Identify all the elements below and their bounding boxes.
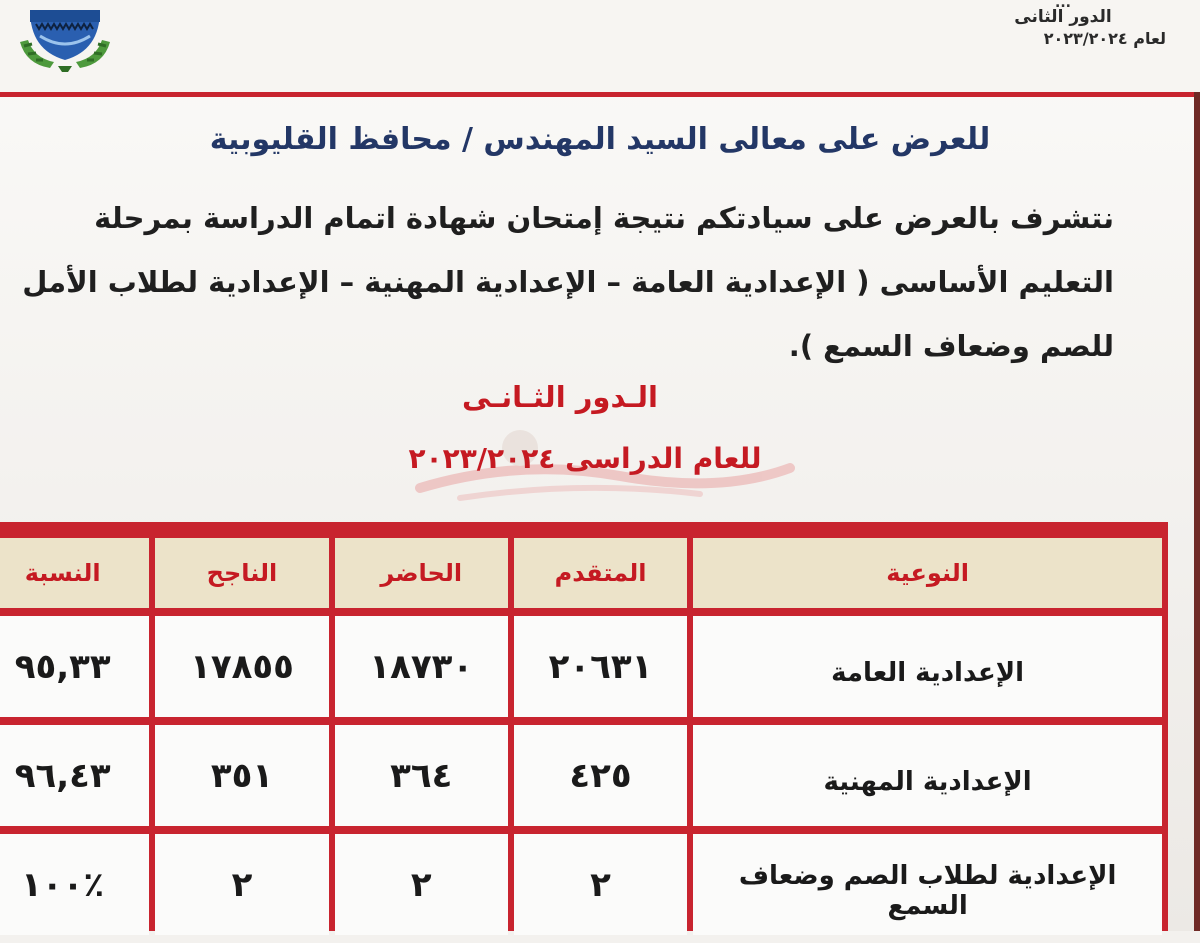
intro-line-1: نتشرف بالعرض على سيادتكم نتيجة إمتحان شهادة اتمام الدراسة بمرحلة [94, 201, 1114, 235]
results-table-frame [0, 522, 1168, 931]
table-header-row [0, 538, 1162, 608]
col-header-present: الحاضر [335, 538, 508, 608]
col-header-ratio: النسبة [0, 538, 149, 608]
page-edge [1194, 92, 1200, 931]
governorate-emblem-icon [6, 2, 124, 72]
cell-applied: ٤٢٥ [514, 725, 687, 826]
letterhead-text [938, 0, 1188, 50]
cell-ratio: ٩٥,٣٣ [0, 616, 149, 717]
round-title: الـدور الثـانـى [462, 380, 658, 414]
letterhead-round: الدور الثانى [1014, 7, 1112, 27]
col-header-passed: الناجح [155, 538, 328, 608]
letterhead [0, 0, 1200, 97]
letterhead-line-cut: ... [1055, 0, 1071, 11]
cell-passed: ٣٥١ [155, 725, 328, 826]
cell-type: الإعدادية العامة [693, 616, 1162, 717]
academic-year-title: للعام الدراسى ٢٠٢٣/٢٠٢٤ [408, 442, 762, 475]
cell-passed: ٢ [155, 834, 328, 935]
cell-type: الإعدادية المهنية [693, 725, 1162, 826]
col-header-applied: المتقدم [514, 538, 687, 608]
cell-present: ٢ [335, 834, 508, 935]
intro-line-3: للصم وضعاف السمع ). [788, 329, 1114, 363]
letterhead-year: لعام ٢٠٢٣/٢٠٢٤ [1043, 29, 1166, 48]
cell-present: ٣٦٤ [335, 725, 508, 826]
cell-ratio: ٩٦,٤٣ [0, 725, 149, 826]
cell-applied: ٢٠٦٣١ [514, 616, 687, 717]
intro-line-2: التعليم الأساسى ( الإعدادية العامة – الإعدادية المهنية – الإعدادية لطلاب الأمل [22, 265, 1114, 299]
table-row [0, 616, 1162, 717]
salutation-heading: للعرض على معالى السيد المهندس / محافظ القليوبية [209, 122, 991, 157]
results-table [0, 530, 1168, 943]
table-row [0, 834, 1162, 935]
cell-ratio: ٪١٠٠ [0, 834, 149, 935]
col-header-type: النوعية [693, 538, 1162, 608]
cell-applied: ٢ [514, 834, 687, 935]
cell-present: ١٨٧٣٠ [335, 616, 508, 717]
cell-passed: ١٧٨٥٥ [155, 616, 328, 717]
cell-type: الإعدادية لطلاب الصم وضعاف السمع [693, 834, 1162, 935]
intro-paragraph [14, 186, 1114, 378]
table-row [0, 725, 1162, 826]
